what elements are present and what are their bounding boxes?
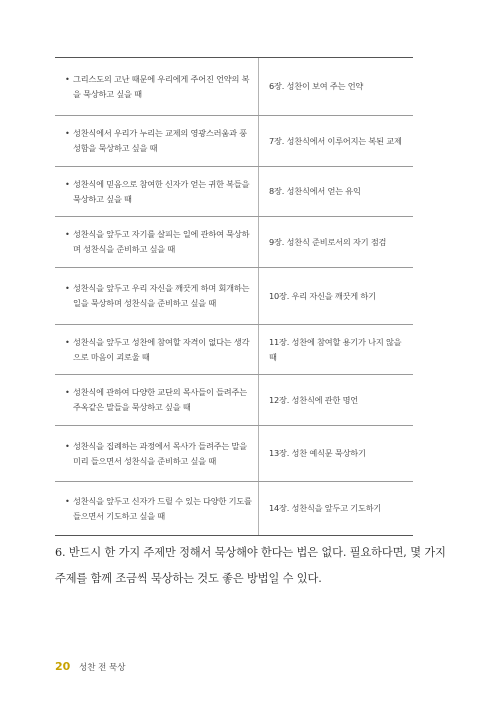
table-row — [55, 268, 413, 325]
bullet: • — [65, 440, 70, 451]
topic-cell — [55, 494, 258, 524]
chapter-cell — [258, 116, 413, 166]
chapter-cell — [258, 58, 413, 115]
bullet: • — [65, 336, 70, 347]
topic-text: 그리스도의 고난 때문에 우리에게 주어진 언약의 복을 묵상하고 싶을 때 — [73, 73, 250, 99]
bullet: • — [65, 178, 70, 189]
topic-cell — [55, 385, 258, 415]
topic-table — [55, 57, 413, 536]
bullet: • — [65, 128, 70, 138]
bullet: • — [65, 283, 70, 293]
topic-text: 성찬식을 집례하는 과정에서 목사가 들려주는 말을 미리 들으면서 성찬식을 준비하고 싶을 때 — [73, 440, 247, 466]
topic-cell — [55, 227, 258, 257]
topic-cell — [55, 126, 258, 156]
topic-text: 성찬식을 앞두고 자기를 살피는 일에 관하여 묵상하며 성찬식을 준비하고 싶을 때 — [73, 229, 250, 254]
bullet: • — [65, 73, 70, 84]
page-footer — [55, 660, 125, 673]
table-row — [55, 426, 413, 482]
chapter-cell — [258, 167, 413, 216]
chapter-text: 8장. 성찬식에서 얻는 유익 — [269, 186, 361, 196]
chapter-text: 14장. 성찬식을 앞두고 기도하기 — [269, 503, 382, 513]
table-row — [55, 58, 413, 116]
table-row — [55, 482, 413, 535]
chapter-text: 9장. 성찬식 준비로서의 자기 점검 — [269, 236, 387, 247]
chapter-cell — [258, 325, 413, 374]
topic-text: 성찬식을 앞두고 신자가 드릴 수 있는 다양한 기도를 들으면서 기도하고 싶을 때 — [73, 495, 252, 521]
chapter-text: 12장. 성찬식에 관한 명언 — [269, 394, 359, 405]
topic-text: 성찬식에서 우리가 누리는 교제의 영광스러움과 풍성함을 묵상하고 싶을 때 — [73, 128, 247, 153]
chapter-cell — [258, 482, 413, 535]
topic-text: 성찬식을 앞두고 우리 자신을 깨끗게 하며 회개하는 일을 묵상하며 성찬식을 준비하고 싶을 때 — [73, 283, 250, 308]
chapter-cell — [258, 426, 413, 481]
page-number: 20 — [55, 660, 71, 673]
table-row — [55, 217, 413, 268]
topic-cell — [55, 281, 258, 311]
table-row — [55, 167, 413, 217]
topic-cell — [55, 72, 258, 102]
bullet: • — [65, 229, 70, 239]
bullet: • — [65, 495, 70, 506]
chapter-text: 13장. 성찬 예식문 묵상하기 — [269, 448, 366, 458]
topic-text: 성찬식에 관하여 다양한 교단의 목사들이 들려주는 주옥같은 말들을 묵상하고 싶을 때 — [73, 387, 247, 412]
topic-cell — [55, 335, 258, 365]
body-paragraph: 6. 반드시 한 가지 주제만 정해서 묵상해야 한다는 법은 없다. 필요하다면, 몇 가지 주제를 함께 조금씩 묵상하는 것도 좋은 방법일 수 있다. — [55, 546, 446, 585]
chapter-text: 7장. 성찬식에서 이루어지는 복된 교제 — [269, 135, 402, 146]
chapter-cell — [258, 217, 413, 267]
chapter-text: 10장. 우리 자신을 깨끗게 하기 — [269, 290, 376, 301]
bullet: • — [65, 387, 70, 397]
topic-cell — [55, 177, 258, 207]
topic-text: 성찬식을 앞두고 성찬에 참여할 자격이 없다는 생각으로 마음이 괴로울 때 — [73, 336, 250, 362]
table-row — [55, 116, 413, 167]
table-row — [55, 375, 413, 426]
topic-cell — [55, 439, 258, 469]
chapter-cell — [258, 268, 413, 324]
table-row — [55, 325, 413, 375]
chapter-cell — [258, 375, 413, 425]
book-title: 성찬 전 묵상 — [79, 663, 126, 673]
chapter-text: 6장. 성찬이 보여 주는 언약 — [269, 81, 364, 91]
topic-text: 성찬식에 믿음으로 참여한 신자가 얻는 귀한 복들을 묵상하고 싶을 때 — [73, 178, 250, 204]
chapter-text: 11장. 성찬에 참여할 용기가 나지 않을 때 — [269, 336, 402, 362]
